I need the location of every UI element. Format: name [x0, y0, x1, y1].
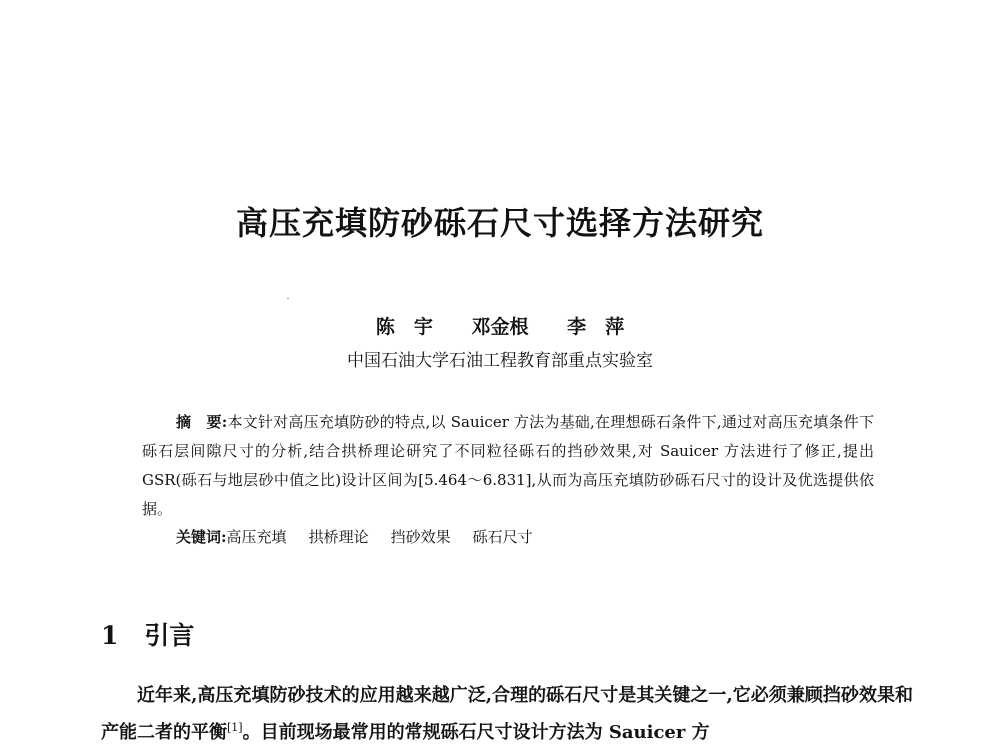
- paper-title: 高压充填防砂砾石尺寸选择方法研究: [235, 204, 764, 242]
- scan-speck: [287, 298, 289, 299]
- keyword: 挡砂效果: [390, 528, 451, 546]
- affiliation: 中国石油大学石油工程教育部重点实验室: [347, 351, 653, 371]
- abstract-text: 本文针对高压充填防砂的特点,以 Sauicer 方法为基础,在理想砾石条件下,通过对高压充填条件下砾石层间隙尺寸的分析,结合拱桥理论研究了不同粒径砾石的挡砂效果,对 Sauicer 方法进行了修正,提出 GSR(砾石与地层砂中值之比)设计区间为[5.464～6.831],从而为高压充填防砂砾石尺寸的设计及优选提供依据。: [142, 413, 874, 518]
- citation: [1]: [227, 721, 243, 734]
- author-list: [0, 312, 1000, 339]
- author-name: 陈 宇: [375, 316, 433, 338]
- abstract-label: 摘 要:: [176, 413, 228, 431]
- abstract: [142, 408, 874, 524]
- body-text-start: 近年来,高压充填防砂技术的应用越来越广泛,合理的砾石尺寸是其关键之一,它必须兼顾挡砂效果和产能二者的平衡: [101, 685, 913, 743]
- body-paragraph: [101, 680, 913, 749]
- section-title: 引言: [144, 621, 195, 650]
- keywords-label: 关键词:: [176, 528, 227, 546]
- body-text-continued: 。目前现场最常用的常规砾石尺寸设计方法为 Sauicer 方: [242, 722, 710, 743]
- keywords: [176, 526, 555, 547]
- section-heading: [101, 616, 194, 652]
- author-name: 邓金根: [471, 316, 529, 338]
- keyword: 砾石尺寸: [472, 528, 533, 546]
- keyword: 拱桥理论: [308, 528, 369, 546]
- author-name: 李 萍: [567, 316, 625, 338]
- keyword: 高压充填: [226, 528, 287, 546]
- section-number: 1: [101, 621, 119, 650]
